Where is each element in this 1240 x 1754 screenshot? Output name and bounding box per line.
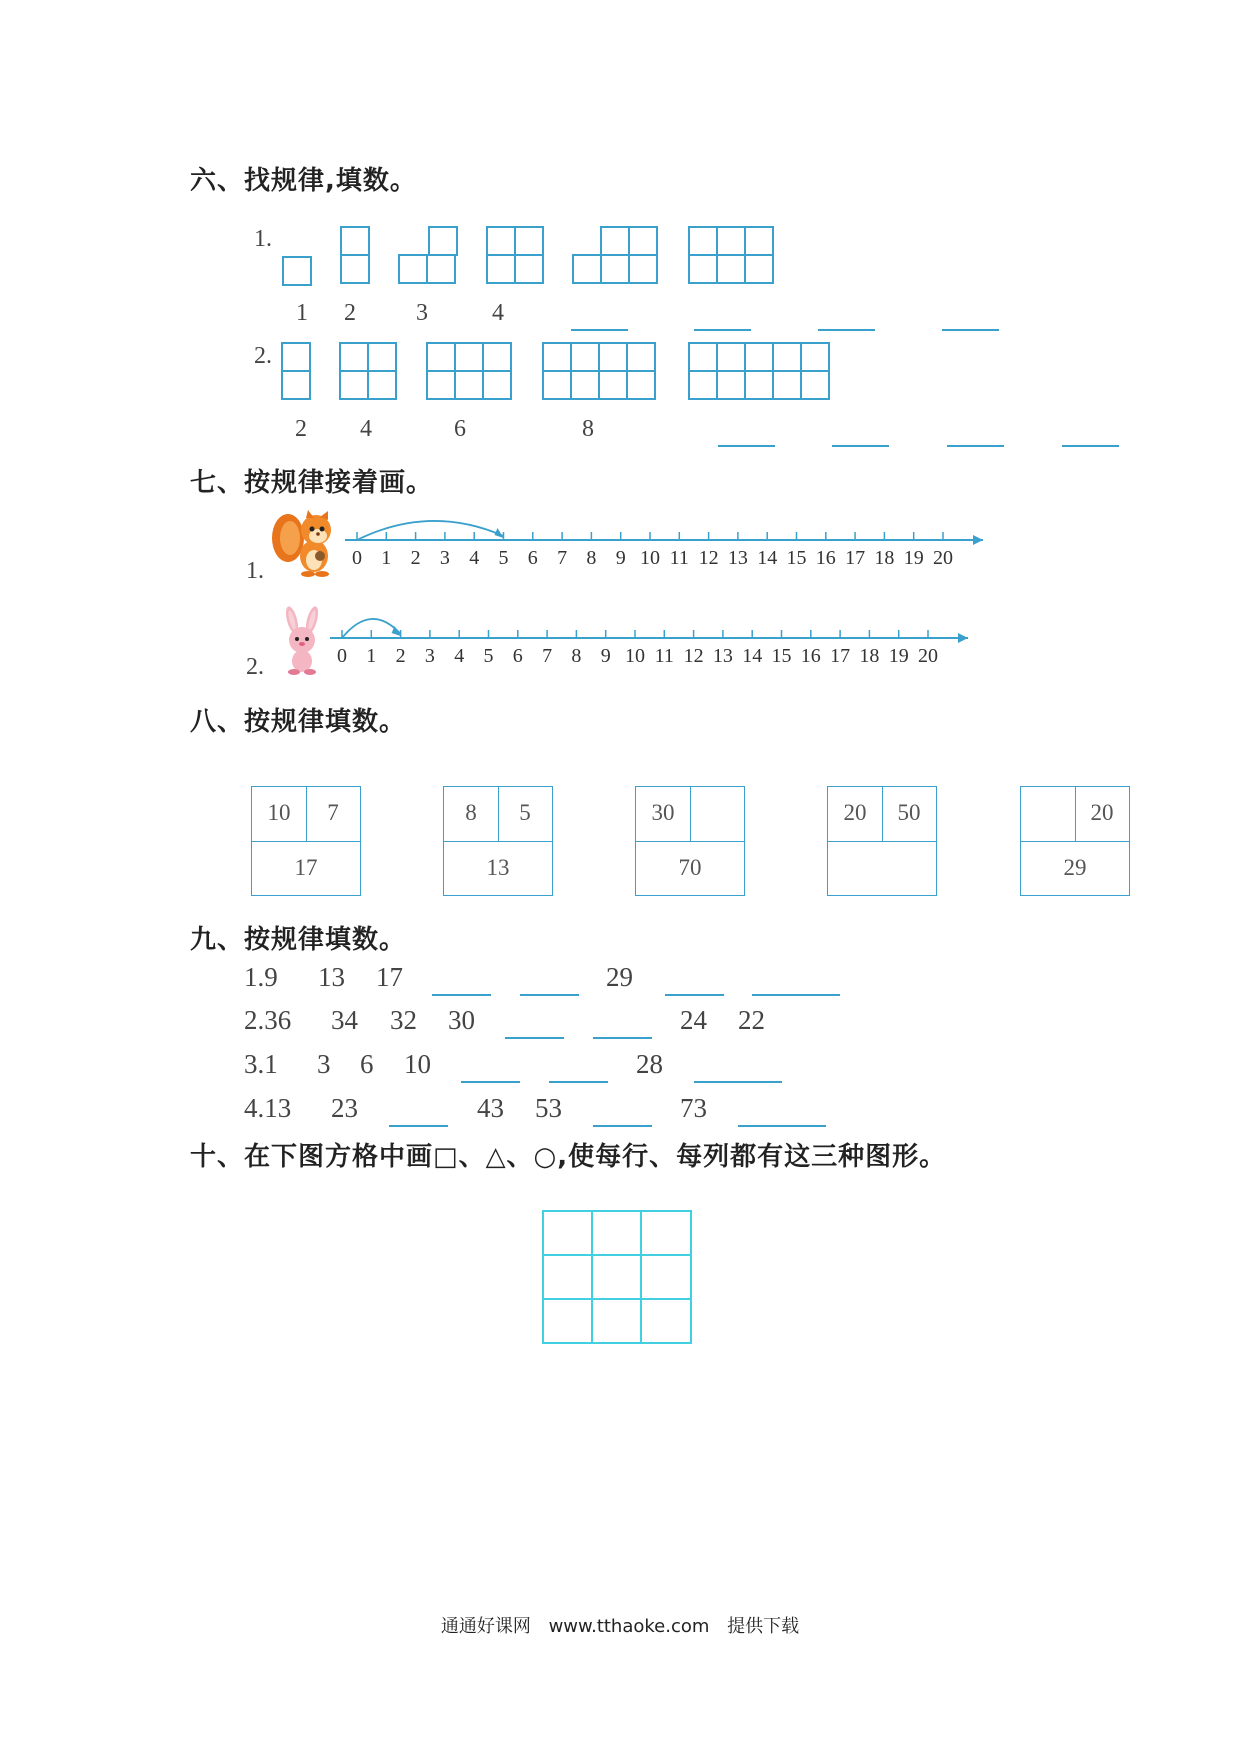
seq-value: 1.9 bbox=[244, 962, 278, 992]
seq-value: 23 bbox=[331, 1093, 358, 1123]
answer-blank[interactable] bbox=[752, 994, 840, 996]
tick-label: 11 bbox=[669, 547, 689, 569]
box-top-right[interactable]: 20 bbox=[1090, 800, 1114, 825]
grid-cell[interactable] bbox=[642, 1256, 690, 1298]
seq-value: 43 bbox=[477, 1093, 504, 1123]
answer-blank[interactable] bbox=[432, 994, 491, 996]
q1-number: 1 bbox=[296, 300, 308, 326]
number-box bbox=[827, 786, 937, 896]
box-bottom[interactable]: 70 bbox=[678, 855, 702, 880]
number-line-1 bbox=[345, 500, 1005, 570]
tick-label: 6 bbox=[527, 547, 538, 569]
tick-label: 11 bbox=[654, 645, 674, 667]
tick-label: 14 bbox=[742, 645, 763, 667]
footer-suffix: 提供下载 bbox=[727, 1616, 800, 1637]
section-9-heading: 九、按规律填数。 bbox=[190, 925, 407, 955]
tick-label: 9 bbox=[615, 547, 626, 569]
tick-label: 18 bbox=[859, 645, 880, 667]
tick-label: 13 bbox=[727, 547, 748, 569]
tick-label: 3 bbox=[424, 645, 435, 667]
footer bbox=[0, 1612, 1240, 1638]
tick-label: 17 bbox=[845, 547, 866, 569]
seq-value: 17 bbox=[376, 962, 403, 992]
tick-label: 2 bbox=[395, 645, 406, 667]
q2-number: 6 bbox=[454, 416, 466, 442]
box-bottom[interactable]: 13 bbox=[486, 855, 510, 880]
answer-blank[interactable] bbox=[389, 1125, 448, 1127]
grid-cell[interactable] bbox=[642, 1212, 690, 1254]
number-box bbox=[635, 786, 745, 896]
seq-value: 2.36 bbox=[244, 1005, 292, 1035]
tick-label: 20 bbox=[933, 547, 953, 569]
answer-blank[interactable] bbox=[461, 1081, 520, 1083]
tick-label: 19 bbox=[903, 547, 924, 569]
footer-site-name: 通通好课网 bbox=[440, 1616, 531, 1637]
tick-label: 16 bbox=[815, 547, 836, 569]
answer-blank[interactable] bbox=[694, 329, 751, 331]
seq-value: 22 bbox=[738, 1005, 765, 1035]
tick-label: 1 bbox=[366, 645, 377, 667]
seq-value: 4.13 bbox=[244, 1093, 292, 1123]
tick-label: 13 bbox=[712, 645, 733, 667]
q1-number: 2 bbox=[344, 300, 356, 326]
answer-blank[interactable] bbox=[818, 329, 875, 331]
tick-label: 5 bbox=[483, 645, 494, 667]
answer-blank[interactable] bbox=[505, 1037, 564, 1039]
number-line-2 bbox=[330, 598, 990, 668]
answer-blank[interactable] bbox=[593, 1037, 652, 1039]
tick-label: 3 bbox=[439, 547, 450, 569]
tick-label: 0 bbox=[352, 547, 362, 569]
seq-value: 29 bbox=[606, 962, 633, 992]
answer-blank[interactable] bbox=[520, 994, 579, 996]
q2-number: 4 bbox=[360, 416, 372, 442]
box-top-left[interactable]: 30 bbox=[651, 800, 675, 825]
tick-label: 1 bbox=[381, 547, 392, 569]
rabbit-icon bbox=[272, 606, 334, 676]
seq-value: 24 bbox=[680, 1005, 707, 1035]
box-top-left[interactable]: 20 bbox=[843, 800, 867, 825]
tick-label: 14 bbox=[757, 547, 778, 569]
tick-label: 10 bbox=[625, 645, 645, 667]
answer-blank[interactable] bbox=[718, 445, 775, 447]
q2-label: 2. bbox=[246, 654, 264, 680]
tick-label: 7 bbox=[557, 547, 568, 569]
answer-blank[interactable] bbox=[942, 329, 999, 331]
grid-cell[interactable] bbox=[544, 1256, 591, 1298]
answer-blank[interactable] bbox=[1062, 445, 1119, 447]
answer-blank[interactable] bbox=[947, 445, 1004, 447]
tick-label: 16 bbox=[800, 645, 821, 667]
tick-label: 10 bbox=[640, 547, 660, 569]
seq-value: 28 bbox=[636, 1049, 663, 1079]
answer-blank[interactable] bbox=[665, 994, 724, 996]
tick-label: 20 bbox=[918, 645, 938, 667]
q2-label: 2. bbox=[254, 343, 272, 369]
tick-label: 4 bbox=[454, 645, 465, 667]
footer-url[interactable]: www.tthaoke.com bbox=[548, 1616, 710, 1637]
tick-label: 4 bbox=[469, 547, 480, 569]
tick-label: 18 bbox=[874, 547, 895, 569]
q1-label: 1. bbox=[254, 226, 272, 252]
seq-value: 3 bbox=[317, 1049, 331, 1079]
grid-cell[interactable] bbox=[544, 1300, 591, 1342]
box-bottom[interactable]: 17 bbox=[294, 855, 318, 880]
tick-label: 2 bbox=[410, 547, 421, 569]
tick-label: 15 bbox=[786, 547, 807, 569]
box-top-left[interactable]: 10 bbox=[267, 800, 291, 825]
q1-label: 1. bbox=[246, 558, 264, 584]
answer-blank[interactable] bbox=[694, 1081, 782, 1083]
tick-label: 12 bbox=[698, 547, 719, 569]
tick-label: 15 bbox=[771, 645, 792, 667]
number-box bbox=[251, 786, 361, 896]
seq-value: 32 bbox=[390, 1005, 417, 1035]
answer-blank[interactable] bbox=[571, 329, 628, 331]
answer-blank[interactable] bbox=[738, 1125, 826, 1127]
q1-number: 4 bbox=[492, 300, 504, 326]
seq-value: 10 bbox=[404, 1049, 431, 1079]
answer-blank[interactable] bbox=[593, 1125, 652, 1127]
box-top-right[interactable]: 7 bbox=[327, 800, 339, 825]
tick-label: 9 bbox=[600, 645, 611, 667]
tick-label: 5 bbox=[498, 547, 509, 569]
section-10-heading: 十、在下图方格中画□、△、○,使每行、每列都有这三种图形。 bbox=[190, 1142, 947, 1172]
seq-value: 6 bbox=[360, 1049, 374, 1079]
box-top-right[interactable]: 50 bbox=[897, 800, 921, 825]
tick-label: 8 bbox=[586, 547, 597, 569]
number-box bbox=[1020, 786, 1130, 896]
squirrel-icon bbox=[268, 508, 340, 578]
section-7-heading: 七、按规律接着画。 bbox=[190, 468, 434, 498]
seq-value: 53 bbox=[535, 1093, 562, 1123]
tick-label: 17 bbox=[830, 645, 851, 667]
section-6-heading: 六、找规律,填数。 bbox=[190, 166, 417, 196]
seq-value: 73 bbox=[680, 1093, 707, 1123]
grid-cell[interactable] bbox=[544, 1212, 591, 1254]
tick-label: 6 bbox=[512, 645, 523, 667]
seq-value: 30 bbox=[448, 1005, 475, 1035]
box-top-right[interactable]: 5 bbox=[519, 800, 531, 825]
grid-cell[interactable] bbox=[642, 1300, 690, 1342]
seq-value: 3.1 bbox=[244, 1049, 278, 1079]
number-box bbox=[443, 786, 553, 896]
section-8-heading: 八、按规律填数。 bbox=[190, 707, 407, 737]
grid-cell[interactable] bbox=[593, 1256, 640, 1298]
answer-grid bbox=[542, 1210, 694, 1346]
box-top-left[interactable]: 8 bbox=[465, 800, 477, 825]
grid-cell[interactable] bbox=[593, 1300, 640, 1342]
tick-label: 0 bbox=[337, 645, 347, 667]
tick-label: 7 bbox=[542, 645, 553, 667]
box-bottom[interactable]: 29 bbox=[1063, 855, 1087, 880]
tick-label: 12 bbox=[683, 645, 704, 667]
seq-value: 34 bbox=[331, 1005, 358, 1035]
answer-blank[interactable] bbox=[832, 445, 889, 447]
q2-number: 2 bbox=[295, 416, 307, 442]
q1-number: 3 bbox=[416, 300, 428, 326]
answer-blank[interactable] bbox=[549, 1081, 608, 1083]
tick-label: 8 bbox=[571, 645, 582, 667]
grid-cell[interactable] bbox=[593, 1212, 640, 1254]
seq-value: 13 bbox=[318, 962, 345, 992]
tick-label: 19 bbox=[888, 645, 909, 667]
q2-number: 8 bbox=[582, 416, 594, 442]
